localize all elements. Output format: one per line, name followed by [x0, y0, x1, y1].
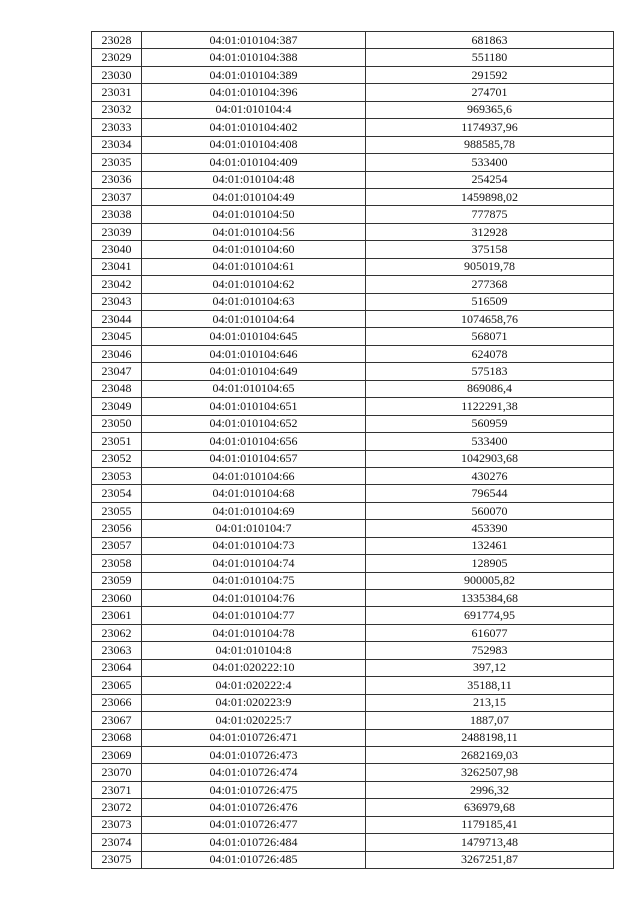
table-row: [92, 206, 614, 223]
row-number-cell: 23072: [92, 799, 142, 816]
table-row: [92, 607, 614, 624]
table-row: [92, 834, 614, 851]
cadastral-number-cell: 04:01:010104:48: [142, 171, 366, 188]
table-row: [92, 537, 614, 554]
value-cell: 691774,95: [366, 607, 614, 624]
value-cell: 375158: [366, 241, 614, 258]
row-number-cell: 23037: [92, 188, 142, 205]
cadastral-number-cell: 04:01:010104:396: [142, 84, 366, 101]
table-row: [92, 502, 614, 519]
table-row: [92, 49, 614, 66]
table-row: [92, 154, 614, 171]
cadastral-value-table: [91, 31, 614, 869]
table-row: [92, 659, 614, 676]
cadastral-number-cell: 04:01:010726:471: [142, 729, 366, 746]
table-row: [92, 764, 614, 781]
value-cell: 35188,11: [366, 677, 614, 694]
table-row: [92, 258, 614, 275]
value-cell: 312928: [366, 223, 614, 240]
table-row: [92, 415, 614, 432]
value-cell: 681863: [366, 32, 614, 49]
table-row: [92, 84, 614, 101]
cadastral-number-cell: 04:01:010726:477: [142, 816, 366, 833]
row-number-cell: 23042: [92, 276, 142, 293]
value-cell: 430276: [366, 467, 614, 484]
row-number-cell: 23066: [92, 694, 142, 711]
value-cell: 1459898,02: [366, 188, 614, 205]
cadastral-number-cell: 04:01:010104:68: [142, 485, 366, 502]
cadastral-number-cell: 04:01:010104:77: [142, 607, 366, 624]
value-cell: 453390: [366, 520, 614, 537]
value-cell: 1335384,68: [366, 590, 614, 607]
row-number-cell: 23032: [92, 101, 142, 118]
cadastral-number-cell: 04:01:020225:7: [142, 712, 366, 729]
table-row: [92, 293, 614, 310]
cadastral-number-cell: 04:01:010726:473: [142, 746, 366, 763]
cadastral-number-cell: 04:01:010104:76: [142, 590, 366, 607]
value-cell: 988585,78: [366, 136, 614, 153]
row-number-cell: 23064: [92, 659, 142, 676]
value-cell: 3262507,98: [366, 764, 614, 781]
row-number-cell: 23054: [92, 485, 142, 502]
cadastral-number-cell: 04:01:010726:484: [142, 834, 366, 851]
cadastral-number-cell: 04:01:020222:4: [142, 677, 366, 694]
value-cell: 254254: [366, 171, 614, 188]
table-row: [92, 450, 614, 467]
cadastral-number-cell: 04:01:010104:651: [142, 398, 366, 415]
cadastral-number-cell: 04:01:010104:56: [142, 223, 366, 240]
table-row: [92, 433, 614, 450]
row-number-cell: 23059: [92, 572, 142, 589]
row-number-cell: 23036: [92, 171, 142, 188]
cadastral-number-cell: 04:01:010104:657: [142, 450, 366, 467]
cadastral-number-cell: 04:01:010726:474: [142, 764, 366, 781]
row-number-cell: 23041: [92, 258, 142, 275]
cadastral-number-cell: 04:01:010104:645: [142, 328, 366, 345]
value-cell: 796544: [366, 485, 614, 502]
value-cell: 516509: [366, 293, 614, 310]
table-row: [92, 624, 614, 641]
row-number-cell: 23060: [92, 590, 142, 607]
table-row: [92, 729, 614, 746]
value-cell: 636979,68: [366, 799, 614, 816]
table-row: [92, 311, 614, 328]
cadastral-number-cell: 04:01:010104:62: [142, 276, 366, 293]
cadastral-number-cell: 04:01:010726:475: [142, 781, 366, 798]
row-number-cell: 23043: [92, 293, 142, 310]
row-number-cell: 23030: [92, 66, 142, 83]
value-cell: 1179185,41: [366, 816, 614, 833]
table-body: [92, 32, 614, 869]
table-row: [92, 555, 614, 572]
value-cell: 1479713,48: [366, 834, 614, 851]
table-row: [92, 781, 614, 798]
row-number-cell: 23046: [92, 345, 142, 362]
value-cell: 869086,4: [366, 380, 614, 397]
cadastral-number-cell: 04:01:010104:4: [142, 101, 366, 118]
row-number-cell: 23029: [92, 49, 142, 66]
value-cell: 900005,82: [366, 572, 614, 589]
cadastral-number-cell: 04:01:010104:63: [142, 293, 366, 310]
row-number-cell: 23035: [92, 154, 142, 171]
value-cell: 777875: [366, 206, 614, 223]
table-row: [92, 345, 614, 362]
row-number-cell: 23048: [92, 380, 142, 397]
table-row: [92, 799, 614, 816]
cadastral-number-cell: 04:01:010104:409: [142, 154, 366, 171]
cadastral-number-cell: 04:01:010104:74: [142, 555, 366, 572]
cadastral-number-cell: 04:01:010104:64: [142, 311, 366, 328]
row-number-cell: 23071: [92, 781, 142, 798]
cadastral-number-cell: 04:01:010104:8: [142, 642, 366, 659]
row-number-cell: 23028: [92, 32, 142, 49]
table-row: [92, 328, 614, 345]
cadastral-number-cell: 04:01:010104:402: [142, 119, 366, 136]
value-cell: 213,15: [366, 694, 614, 711]
table-row: [92, 712, 614, 729]
value-cell: 2488198,11: [366, 729, 614, 746]
value-cell: 551180: [366, 49, 614, 66]
cadastral-number-cell: 04:01:010104:389: [142, 66, 366, 83]
value-cell: 128905: [366, 555, 614, 572]
cadastral-number-cell: 04:01:010104:65: [142, 380, 366, 397]
value-cell: 2682169,03: [366, 746, 614, 763]
table-row: [92, 101, 614, 118]
table-row: [92, 241, 614, 258]
row-number-cell: 23053: [92, 467, 142, 484]
cadastral-number-cell: 04:01:010104:49: [142, 188, 366, 205]
value-cell: 533400: [366, 433, 614, 450]
table-row: [92, 572, 614, 589]
table-row: [92, 398, 614, 415]
row-number-cell: 23058: [92, 555, 142, 572]
row-number-cell: 23067: [92, 712, 142, 729]
cadastral-number-cell: 04:01:010104:387: [142, 32, 366, 49]
value-cell: 568071: [366, 328, 614, 345]
cadastral-number-cell: 04:01:010104:388: [142, 49, 366, 66]
row-number-cell: 23038: [92, 206, 142, 223]
value-cell: 1122291,38: [366, 398, 614, 415]
cadastral-number-cell: 04:01:010104:649: [142, 363, 366, 380]
value-cell: 1887,07: [366, 712, 614, 729]
row-number-cell: 23057: [92, 537, 142, 554]
value-cell: 905019,78: [366, 258, 614, 275]
value-cell: 291592: [366, 66, 614, 83]
row-number-cell: 23061: [92, 607, 142, 624]
row-number-cell: 23074: [92, 834, 142, 851]
cadastral-number-cell: 04:01:010726:485: [142, 851, 366, 868]
value-cell: 277368: [366, 276, 614, 293]
table-row: [92, 816, 614, 833]
row-number-cell: 23051: [92, 433, 142, 450]
table-row: [92, 136, 614, 153]
cadastral-number-cell: 04:01:010104:652: [142, 415, 366, 432]
row-number-cell: 23039: [92, 223, 142, 240]
table-row: [92, 119, 614, 136]
row-number-cell: 23056: [92, 520, 142, 537]
row-number-cell: 23047: [92, 363, 142, 380]
table-row: [92, 694, 614, 711]
value-cell: 560070: [366, 502, 614, 519]
row-number-cell: 23034: [92, 136, 142, 153]
table-row: [92, 223, 614, 240]
cadastral-number-cell: 04:01:020223:9: [142, 694, 366, 711]
table-row: [92, 851, 614, 868]
table-row: [92, 32, 614, 49]
row-number-cell: 23045: [92, 328, 142, 345]
cadastral-number-cell: 04:01:010104:66: [142, 467, 366, 484]
table-row: [92, 467, 614, 484]
value-cell: 752983: [366, 642, 614, 659]
value-cell: 575183: [366, 363, 614, 380]
row-number-cell: 23049: [92, 398, 142, 415]
value-cell: 1074658,76: [366, 311, 614, 328]
value-cell: 624078: [366, 345, 614, 362]
cadastral-number-cell: 04:01:010104:60: [142, 241, 366, 258]
row-number-cell: 23050: [92, 415, 142, 432]
table-row: [92, 485, 614, 502]
cadastral-number-cell: 04:01:010104:408: [142, 136, 366, 153]
value-cell: 560959: [366, 415, 614, 432]
row-number-cell: 23031: [92, 84, 142, 101]
row-number-cell: 23044: [92, 311, 142, 328]
table-row: [92, 590, 614, 607]
row-number-cell: 23055: [92, 502, 142, 519]
value-cell: 274701: [366, 84, 614, 101]
value-cell: 616077: [366, 624, 614, 641]
table-row: [92, 677, 614, 694]
cadastral-number-cell: 04:01:010726:476: [142, 799, 366, 816]
table-row: [92, 188, 614, 205]
value-cell: 2996,32: [366, 781, 614, 798]
row-number-cell: 23069: [92, 746, 142, 763]
table-row: [92, 171, 614, 188]
table-row: [92, 66, 614, 83]
row-number-cell: 23075: [92, 851, 142, 868]
row-number-cell: 23070: [92, 764, 142, 781]
cadastral-number-cell: 04:01:010104:73: [142, 537, 366, 554]
value-cell: 1042903,68: [366, 450, 614, 467]
value-cell: 397,12: [366, 659, 614, 676]
value-cell: 533400: [366, 154, 614, 171]
table-row: [92, 642, 614, 659]
row-number-cell: 23052: [92, 450, 142, 467]
value-cell: 3267251,87: [366, 851, 614, 868]
value-cell: 132461: [366, 537, 614, 554]
row-number-cell: 23062: [92, 624, 142, 641]
row-number-cell: 23033: [92, 119, 142, 136]
row-number-cell: 23040: [92, 241, 142, 258]
value-cell: 1174937,96: [366, 119, 614, 136]
cadastral-number-cell: 04:01:010104:656: [142, 433, 366, 450]
table-row: [92, 746, 614, 763]
row-number-cell: 23065: [92, 677, 142, 694]
row-number-cell: 23073: [92, 816, 142, 833]
table-row: [92, 520, 614, 537]
cadastral-number-cell: 04:01:010104:646: [142, 345, 366, 362]
row-number-cell: 23063: [92, 642, 142, 659]
table-row: [92, 363, 614, 380]
cadastral-number-cell: 04:01:010104:78: [142, 624, 366, 641]
cadastral-number-cell: 04:01:010104:75: [142, 572, 366, 589]
cadastral-number-cell: 04:01:020222:10: [142, 659, 366, 676]
cadastral-number-cell: 04:01:010104:7: [142, 520, 366, 537]
cadastral-number-cell: 04:01:010104:69: [142, 502, 366, 519]
row-number-cell: 23068: [92, 729, 142, 746]
cadastral-number-cell: 04:01:010104:61: [142, 258, 366, 275]
table-row: [92, 380, 614, 397]
value-cell: 969365,6: [366, 101, 614, 118]
cadastral-number-cell: 04:01:010104:50: [142, 206, 366, 223]
table-row: [92, 276, 614, 293]
